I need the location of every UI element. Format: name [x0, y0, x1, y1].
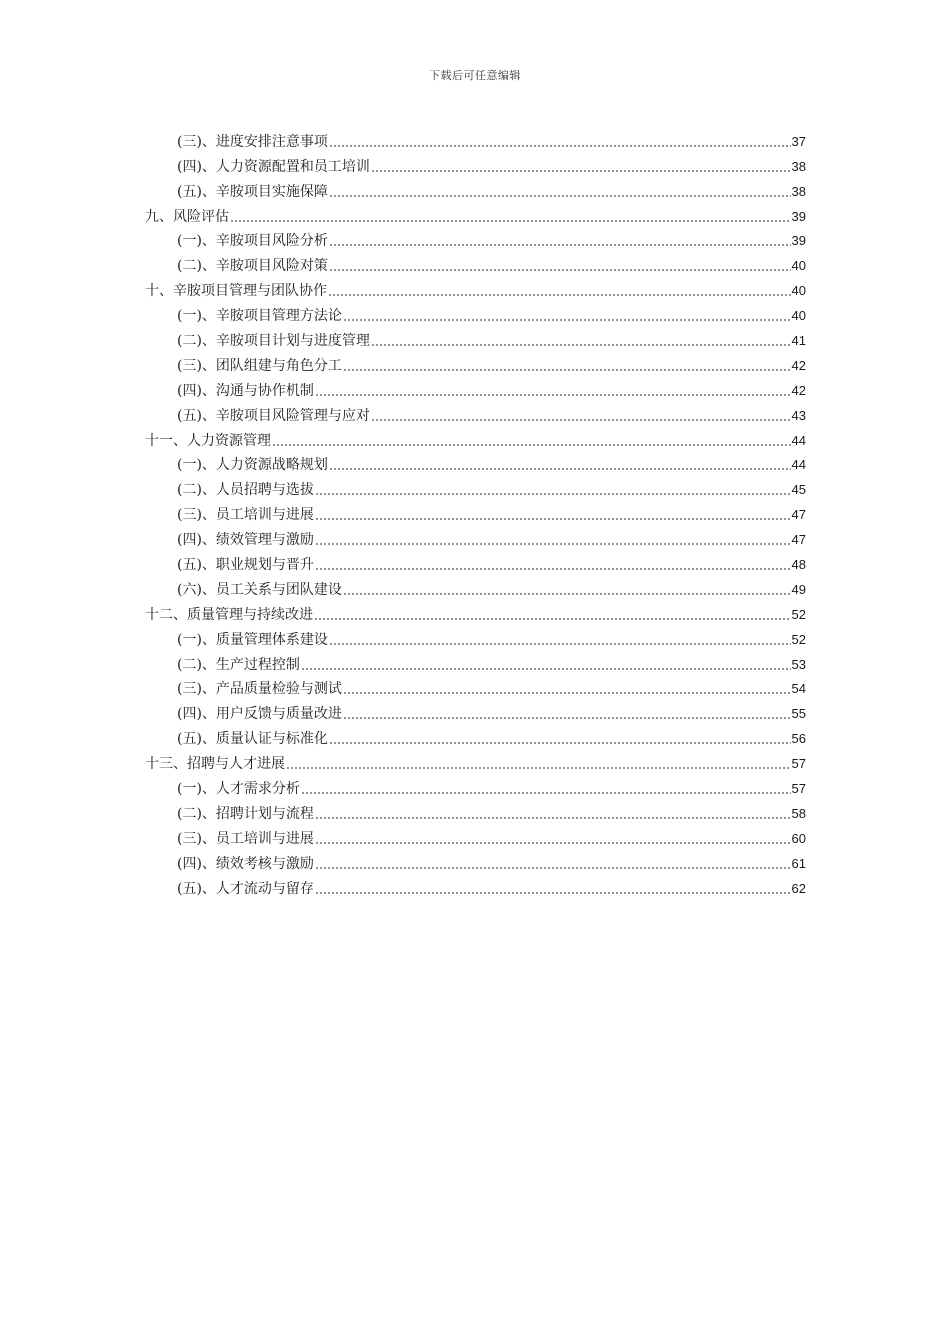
- toc-entry-title: (五)、人才流动与留存: [177, 880, 314, 897]
- toc-entry-title: 九、风险评估: [145, 208, 229, 225]
- toc-dot-leader: [329, 244, 791, 246]
- toc-dot-leader: [315, 518, 791, 520]
- toc-section-entry[interactable]: [145, 226, 806, 251]
- toc-page-number: 37: [791, 133, 806, 149]
- toc-page-number: 40: [791, 258, 806, 274]
- toc-entry-title: (三)、团队组建与角色分工: [177, 357, 342, 374]
- toc-dot-leader: [272, 444, 791, 446]
- toc-page-number: 39: [791, 208, 806, 224]
- toc-entry-title: (四)、人力资源配置和员工培训: [177, 158, 370, 175]
- toc-page-number: 57: [791, 756, 806, 772]
- toc-chapter-entry[interactable]: [145, 275, 806, 300]
- toc-page-number: 47: [791, 532, 806, 548]
- toc-page-number: 42: [791, 382, 806, 398]
- toc-dot-leader: [343, 692, 791, 694]
- toc-page-number: 48: [791, 557, 806, 573]
- toc-entry-title: (四)、绩效考核与激励: [177, 855, 314, 872]
- toc-dot-leader: [329, 643, 791, 645]
- toc-dot-leader: [371, 419, 791, 421]
- toc-page-number: 52: [791, 631, 806, 647]
- toc-page-number: 40: [791, 283, 806, 299]
- toc-entry-title: (三)、员工培训与进展: [177, 507, 314, 524]
- toc-page-number: 52: [791, 606, 806, 622]
- toc-entry-title: 十三、招聘与人才进展: [145, 756, 285, 773]
- toc-entry-title: (二)、辛胺项目计划与进度管理: [177, 333, 370, 350]
- toc-section-entry[interactable]: [145, 250, 806, 275]
- toc-section-entry[interactable]: [145, 873, 806, 898]
- toc-entry-title: (二)、人员招聘与选拔: [177, 482, 314, 499]
- toc-page-number: 60: [791, 830, 806, 846]
- toc-dot-leader: [314, 618, 791, 620]
- toc-dot-leader: [301, 668, 791, 670]
- toc-dot-leader: [371, 170, 791, 172]
- toc-section-entry[interactable]: [145, 126, 806, 151]
- toc-page-number: 49: [791, 581, 806, 597]
- toc-entry-title: (一)、人力资源战略规划: [177, 457, 328, 474]
- toc-dot-leader: [329, 468, 791, 470]
- toc-dot-leader: [329, 269, 791, 271]
- toc-section-entry[interactable]: [145, 674, 806, 699]
- toc-section-entry[interactable]: [145, 723, 806, 748]
- toc-section-entry[interactable]: [145, 350, 806, 375]
- toc-entry-title: (四)、绩效管理与激励: [177, 532, 314, 549]
- toc-dot-leader: [315, 543, 791, 545]
- toc-dot-leader: [371, 344, 791, 346]
- toc-dot-leader: [301, 792, 791, 794]
- toc-dot-leader: [315, 394, 791, 396]
- toc-entry-title: (二)、辛胺项目风险对策: [177, 258, 328, 275]
- toc-section-entry[interactable]: [145, 300, 806, 325]
- toc-chapter-entry[interactable]: [145, 599, 806, 624]
- toc-page-number: 44: [791, 432, 806, 448]
- toc-page-number: 41: [791, 333, 806, 349]
- toc-entry-title: (五)、职业规划与晋升: [177, 557, 314, 574]
- toc-chapter-entry[interactable]: [145, 201, 806, 226]
- toc-page-number: 57: [791, 781, 806, 797]
- toc-section-entry[interactable]: [145, 151, 806, 176]
- toc-page-number: 45: [791, 482, 806, 498]
- toc-section-entry[interactable]: [145, 176, 806, 201]
- toc-section-entry[interactable]: [145, 823, 806, 848]
- toc-section-entry[interactable]: [145, 474, 806, 499]
- toc-dot-leader: [315, 842, 791, 844]
- page-header: 下载后可任意编辑: [429, 69, 521, 82]
- toc-page-number: 55: [791, 706, 806, 722]
- toc-page-number: 58: [791, 805, 806, 821]
- toc-entry-title: (三)、员工培训与进展: [177, 830, 314, 847]
- toc-dot-leader: [329, 195, 791, 197]
- toc-section-entry[interactable]: [145, 798, 806, 823]
- toc-entry-title: (三)、进度安排注意事项: [177, 133, 328, 150]
- toc-section-entry[interactable]: [145, 848, 806, 873]
- toc-page-number: 38: [791, 183, 806, 199]
- toc-section-entry[interactable]: [145, 773, 806, 798]
- toc-dot-leader: [315, 568, 791, 570]
- toc-page-number: 42: [791, 357, 806, 373]
- toc-entry-title: 十二、质量管理与持续改进: [145, 606, 313, 623]
- toc-section-entry[interactable]: [145, 400, 806, 425]
- toc-entry-title: (六)、员工关系与团队建设: [177, 581, 342, 598]
- toc-dot-leader: [329, 145, 791, 147]
- toc-entry-title: (五)、质量认证与标准化: [177, 731, 328, 748]
- toc-page-number: 44: [791, 457, 806, 473]
- toc-entry-title: (三)、产品质量检验与测试: [177, 681, 342, 698]
- toc-entry-title: (一)、辛胺项目风险分析: [177, 233, 328, 250]
- toc-section-entry[interactable]: [145, 450, 806, 475]
- toc-section-entry[interactable]: [145, 524, 806, 549]
- toc-entry-title: (四)、用户反馈与质量改进: [177, 706, 342, 723]
- toc-dot-leader: [230, 220, 791, 222]
- toc-page-number: 39: [791, 233, 806, 249]
- toc-page-number: 53: [791, 656, 806, 672]
- toc-dot-leader: [343, 319, 791, 321]
- toc-section-entry[interactable]: [145, 549, 806, 574]
- toc-section-entry[interactable]: [145, 649, 806, 674]
- toc-page-number: 38: [791, 158, 806, 174]
- toc-page-number: 40: [791, 308, 806, 324]
- toc-dot-leader: [329, 742, 791, 744]
- toc-section-entry[interactable]: [145, 325, 806, 350]
- toc-dot-leader: [315, 867, 791, 869]
- toc-entry-title: 十、辛胺项目管理与团队协作: [145, 283, 327, 300]
- toc-chapter-entry[interactable]: [145, 748, 806, 773]
- toc-dot-leader: [343, 593, 791, 595]
- toc-entry-title: (四)、沟通与协作机制: [177, 382, 314, 399]
- toc-section-entry[interactable]: [145, 624, 806, 649]
- toc-page-number: 61: [791, 855, 806, 871]
- toc-dot-leader: [315, 493, 791, 495]
- toc-dot-leader: [343, 369, 791, 371]
- toc-section-entry[interactable]: [145, 698, 806, 723]
- toc-entry-title: (五)、辛胺项目实施保障: [177, 183, 328, 200]
- toc-page-number: 43: [791, 407, 806, 423]
- toc-section-entry[interactable]: [145, 499, 806, 524]
- toc-entry-title: (一)、人才需求分析: [177, 781, 300, 798]
- table-of-contents: [145, 126, 806, 898]
- toc-section-entry[interactable]: [145, 574, 806, 599]
- toc-page-number: 47: [791, 507, 806, 523]
- toc-dot-leader: [315, 892, 791, 894]
- toc-dot-leader: [343, 717, 791, 719]
- toc-page-number: 62: [791, 880, 806, 896]
- toc-entry-title: (二)、生产过程控制: [177, 656, 300, 673]
- toc-entry-title: 十一、人力资源管理: [145, 432, 271, 449]
- toc-entry-title: (二)、招聘计划与流程: [177, 805, 314, 822]
- toc-page-number: 54: [791, 681, 806, 697]
- toc-entry-title: (一)、质量管理体系建设: [177, 631, 328, 648]
- toc-dot-leader: [286, 767, 791, 769]
- toc-entry-title: (一)、辛胺项目管理方法论: [177, 308, 342, 325]
- toc-section-entry[interactable]: [145, 375, 806, 400]
- toc-dot-leader: [328, 294, 791, 296]
- toc-page-number: 56: [791, 731, 806, 747]
- toc-chapter-entry[interactable]: [145, 425, 806, 450]
- toc-dot-leader: [315, 817, 791, 819]
- toc-entry-title: (五)、辛胺项目风险管理与应对: [177, 407, 370, 424]
